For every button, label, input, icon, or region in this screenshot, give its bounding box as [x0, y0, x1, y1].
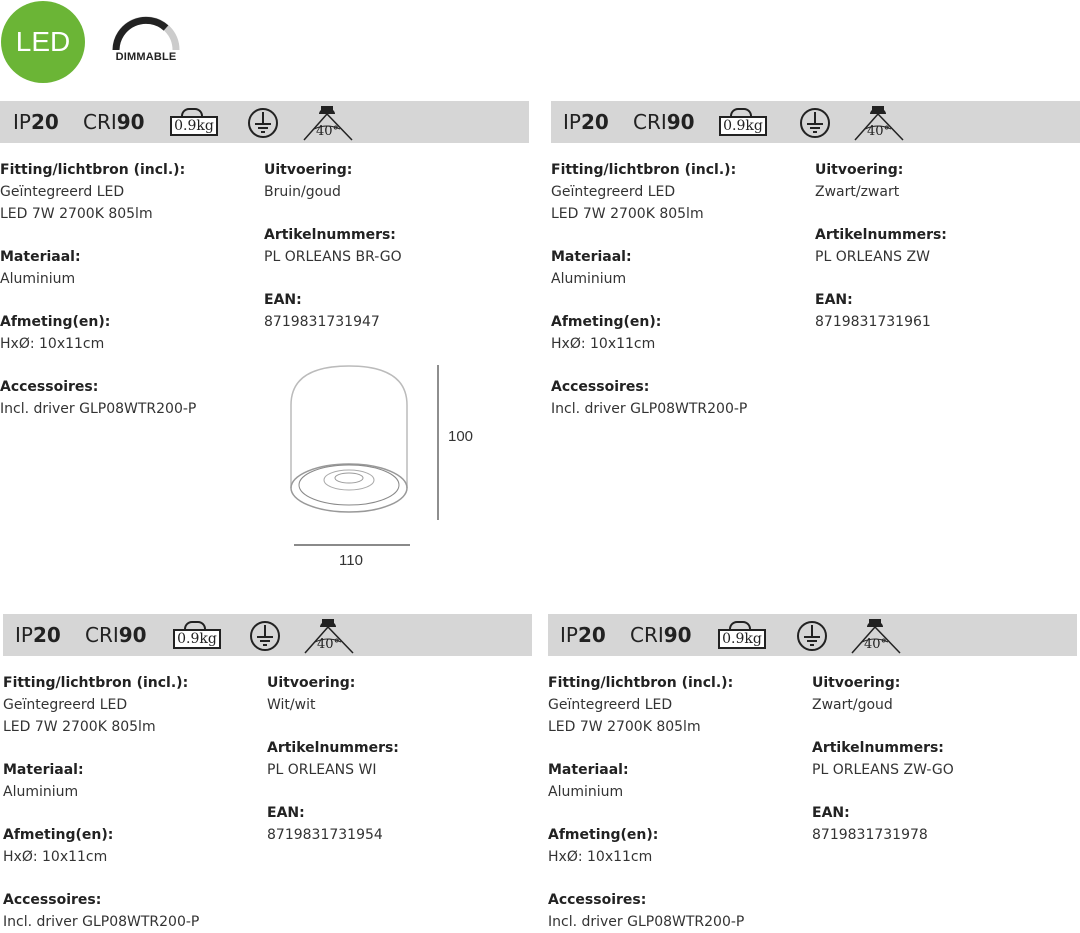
finish-value: Bruin/goud — [264, 184, 341, 200]
article-heading: Artikelnummers: — [267, 740, 399, 756]
ean-heading: EAN: — [812, 805, 850, 821]
dimensions-value: HxØ: 10x11cm — [551, 336, 656, 352]
cri-rating: CRI90 — [85, 623, 147, 647]
cri-rating: CRI90 — [83, 110, 145, 134]
beam-angle-icon — [848, 617, 904, 655]
fitting-line2: LED 7W 2700K 805lm — [551, 206, 704, 222]
beam-angle-value: 40° — [864, 637, 888, 652]
weight-icon — [719, 108, 771, 136]
weight-icon — [170, 108, 222, 136]
ip-rating: IP20 — [15, 623, 61, 647]
cri-rating: CRI90 — [630, 623, 692, 647]
finish-heading: Uitvoering: — [812, 675, 901, 691]
dimensions-heading: Afmeting(en): — [3, 827, 114, 843]
fitting-line1: Geïntegreerd LED — [3, 697, 128, 713]
fitting-heading: Fitting/lichtbron (incl.): — [551, 162, 737, 178]
width-dimension: 110 — [339, 552, 363, 569]
ean-value: 8719831731961 — [815, 314, 931, 330]
spec-column-right — [812, 672, 1072, 846]
finish-value: Wit/wit — [267, 697, 316, 713]
fitting-line1: Geïntegreerd LED — [548, 697, 673, 713]
accessories-heading: Accessoires: — [551, 379, 650, 395]
spec-bar — [551, 101, 1080, 143]
fitting-line2: LED 7W 2700K 805lm — [0, 206, 153, 222]
article-value: PL ORLEANS ZW-GO — [812, 762, 954, 778]
dimension-drawing — [283, 360, 483, 575]
ip-rating: IP20 — [13, 110, 59, 134]
accessories-heading: Accessoires: — [3, 892, 102, 908]
beam-angle-icon — [851, 104, 907, 142]
ground-icon — [799, 107, 831, 139]
article-value: PL ORLEANS WI — [267, 762, 377, 778]
spec-column-left — [548, 672, 798, 933]
finish-value: Zwart/zwart — [815, 184, 900, 200]
ean-value: 8719831731947 — [264, 314, 380, 330]
beam-angle-value: 40° — [867, 124, 891, 139]
spec-column-left — [0, 159, 250, 420]
article-heading: Artikelnummers: — [815, 227, 947, 243]
dimensions-value: HxØ: 10x11cm — [3, 849, 108, 865]
finish-heading: Uitvoering: — [264, 162, 353, 178]
material-value: Aluminium — [0, 271, 76, 287]
dimensions-value: HxØ: 10x11cm — [548, 849, 653, 865]
material-value: Aluminium — [3, 784, 79, 800]
weight-value: 0.9kg — [719, 116, 767, 136]
accessories-value: Incl. driver GLP08WTR200-P — [551, 401, 748, 417]
accessories-heading: Accessoires: — [0, 379, 99, 395]
accessories-value: Incl. driver GLP08WTR200-P — [3, 914, 200, 930]
dimensions-heading: Afmeting(en): — [548, 827, 659, 843]
fitting-line1: Geïntegreerd LED — [551, 184, 676, 200]
dimmable-icon — [108, 14, 184, 68]
spec-column-right — [267, 672, 527, 846]
weight-value: 0.9kg — [173, 629, 221, 649]
fitting-line2: LED 7W 2700K 805lm — [3, 719, 156, 735]
height-dimension: 100 — [448, 428, 474, 445]
ground-icon — [249, 620, 281, 652]
luminaire-sketch — [283, 360, 483, 575]
accessories-heading: Accessoires: — [548, 892, 647, 908]
finish-heading: Uitvoering: — [815, 162, 904, 178]
finish-heading: Uitvoering: — [267, 675, 356, 691]
material-value: Aluminium — [551, 271, 627, 287]
spec-column-left — [3, 672, 253, 933]
weight-value: 0.9kg — [718, 629, 766, 649]
material-heading: Materiaal: — [0, 249, 81, 265]
ip-rating: IP20 — [560, 623, 606, 647]
fitting-heading: Fitting/lichtbron (incl.): — [3, 675, 189, 691]
fitting-heading: Fitting/lichtbron (incl.): — [0, 162, 186, 178]
ean-value: 8719831731978 — [812, 827, 928, 843]
material-value: Aluminium — [548, 784, 624, 800]
spec-bar — [0, 101, 529, 143]
article-heading: Artikelnummers: — [264, 227, 396, 243]
ean-heading: EAN: — [267, 805, 305, 821]
spec-column-left — [551, 159, 801, 420]
ean-heading: EAN: — [815, 292, 853, 308]
dimensions-heading: Afmeting(en): — [551, 314, 662, 330]
fitting-line2: LED 7W 2700K 805lm — [548, 719, 701, 735]
beam-angle-value: 40° — [317, 637, 341, 652]
weight-icon — [718, 621, 770, 649]
cri-rating: CRI90 — [633, 110, 695, 134]
ground-icon — [247, 107, 279, 139]
ean-heading: EAN: — [264, 292, 302, 308]
weight-value: 0.9kg — [170, 116, 218, 136]
ip-rating: IP20 — [563, 110, 609, 134]
spec-column-right — [264, 159, 524, 333]
dimensions-value: HxØ: 10x11cm — [0, 336, 105, 352]
material-heading: Materiaal: — [3, 762, 84, 778]
weight-icon — [173, 621, 225, 649]
dimmable-label: DIMMABLE — [115, 51, 177, 63]
beam-angle-icon — [301, 617, 357, 655]
dimensions-heading: Afmeting(en): — [0, 314, 111, 330]
accessories-value: Incl. driver GLP08WTR200-P — [548, 914, 745, 930]
material-heading: Materiaal: — [548, 762, 629, 778]
article-value: PL ORLEANS ZW — [815, 249, 930, 265]
accessories-value: Incl. driver GLP08WTR200-P — [0, 401, 197, 417]
material-heading: Materiaal: — [551, 249, 632, 265]
fitting-line1: Geïntegreerd LED — [0, 184, 125, 200]
led-badge — [1, 1, 85, 83]
spec-bar — [3, 614, 532, 656]
ground-icon — [796, 620, 828, 652]
article-heading: Artikelnummers: — [812, 740, 944, 756]
article-value: PL ORLEANS BR-GO — [264, 249, 402, 265]
led-badge-label: LED — [15, 26, 71, 57]
finish-value: Zwart/goud — [812, 697, 893, 713]
fitting-heading: Fitting/lichtbron (incl.): — [548, 675, 734, 691]
ean-value: 8719831731954 — [267, 827, 383, 843]
spec-bar — [548, 614, 1077, 656]
beam-angle-value: 40° — [316, 124, 340, 139]
beam-angle-icon — [300, 104, 356, 142]
spec-column-right — [815, 159, 1075, 333]
